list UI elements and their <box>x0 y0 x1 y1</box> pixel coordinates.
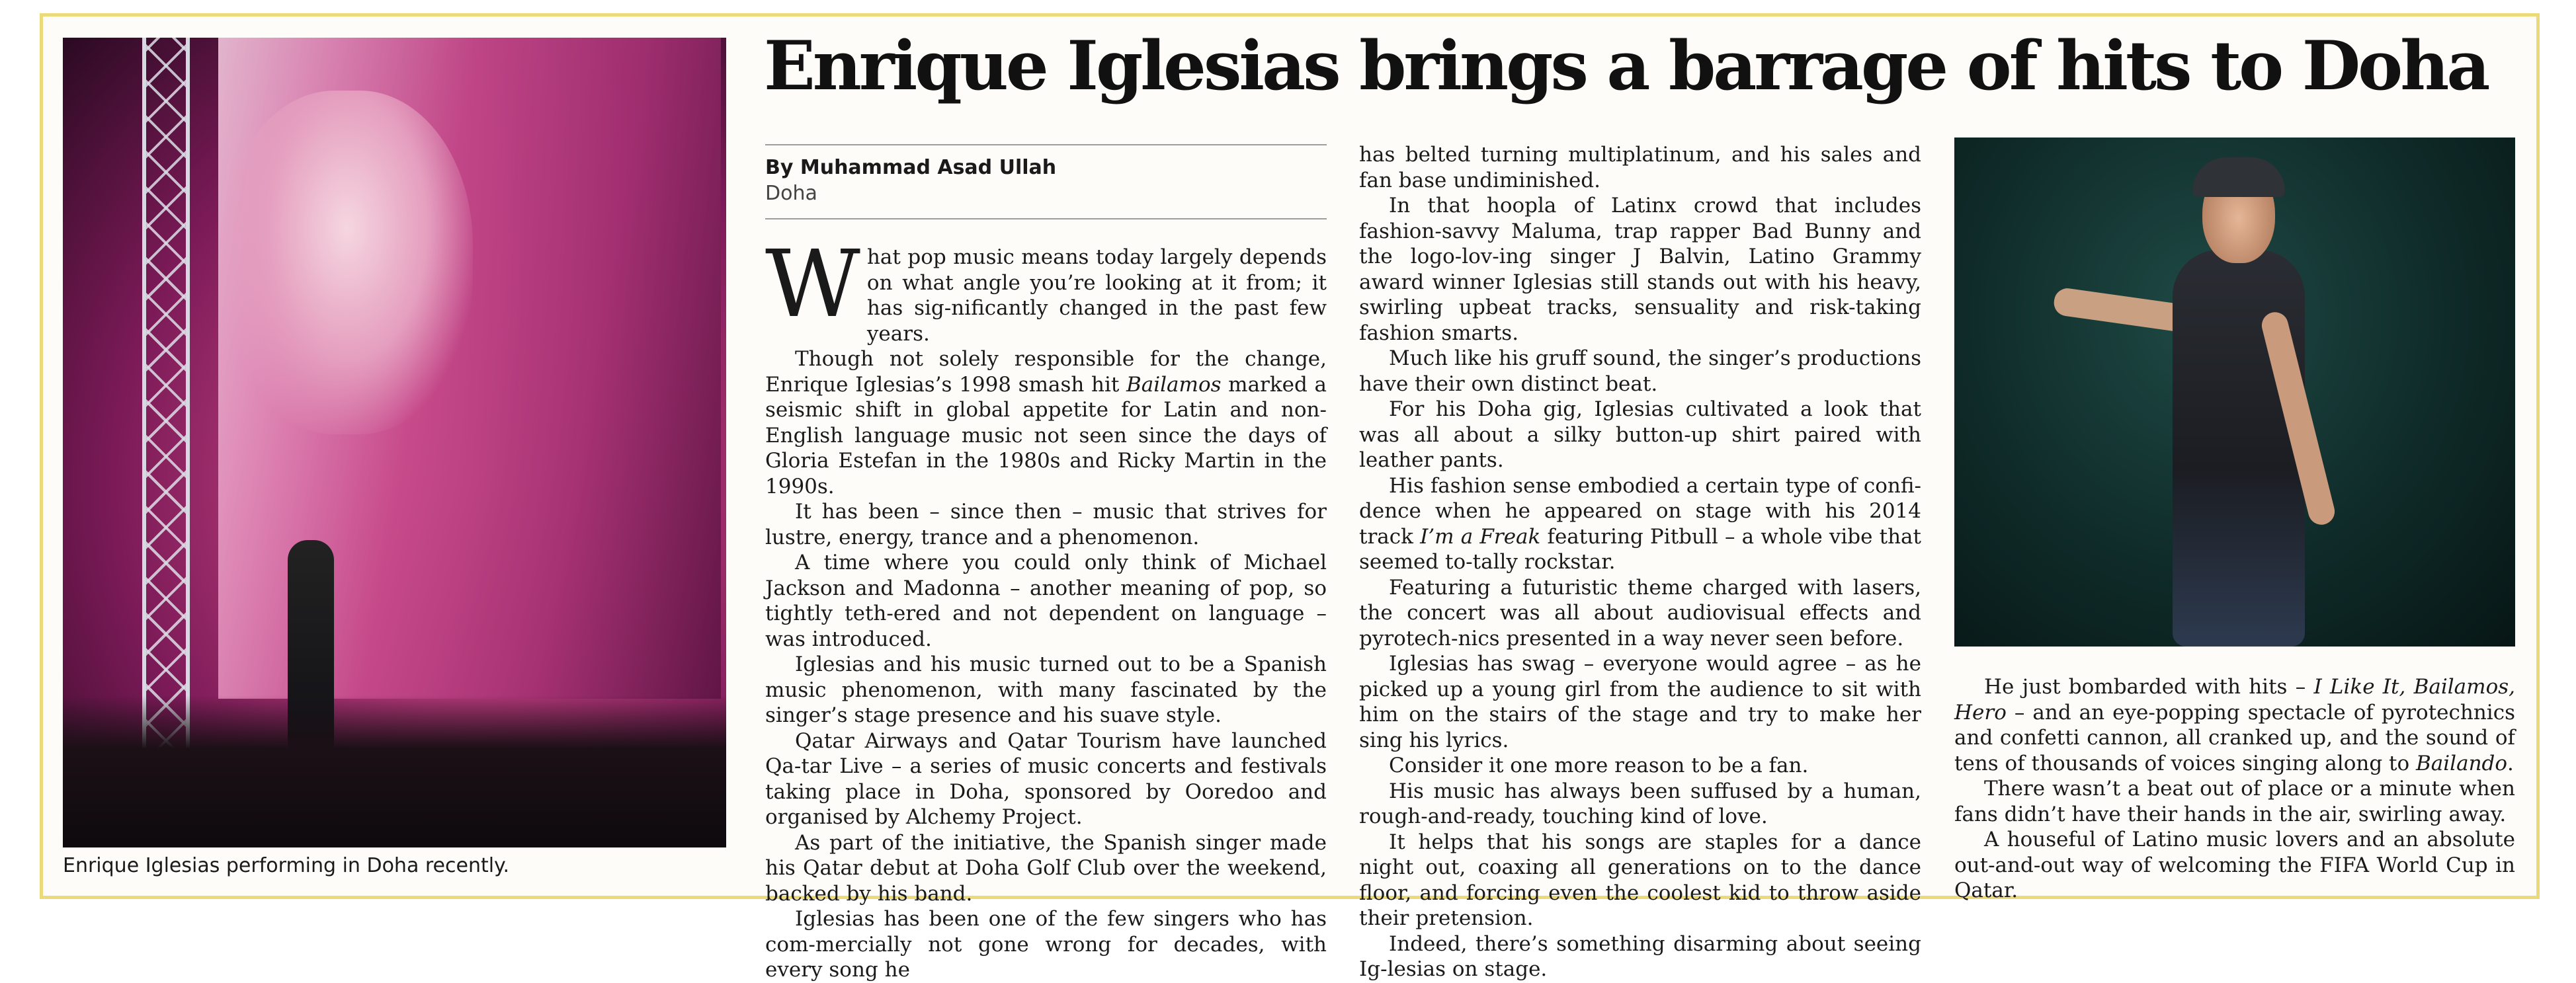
byline-place: Doha <box>765 182 817 205</box>
paragraph: Though not solely responsible for the change, Enrique Iglesias’s 1998 smash hit Bailamos marked a seismic shift in global appetite for Latin and non-English language music not seen since the days of Gloria Estefan in the 1980s and Ricky Martin in the 1990s. <box>765 347 1327 498</box>
paragraph: Iglesias has been one of the few singers who has com-mercially not gone wrong for decades, with every song he <box>765 907 1327 982</box>
screen-face <box>222 91 473 434</box>
paragraph: Iglesias has swag – everyone would agree – as he picked up a young girl from the audience to sit with him on the stairs of the stage and try to make her sing his lyrics. <box>1359 652 1921 752</box>
crowd <box>63 695 726 847</box>
paragraph: There wasn’t a beat out of place or a minute when fans didn’t have their hands in the air, swirling away. <box>1954 777 2515 826</box>
article-column-3 <box>1954 674 2515 904</box>
stage-truss <box>142 38 190 758</box>
paragraph: A houseful of Latino music lovers and an absolute out-and-out way of welcoming the FIFA World Cup in Qatar. <box>1954 828 2515 902</box>
concert-photo <box>63 38 726 847</box>
paragraph: What pop music means today largely depends on what angle you’re looking at it from; it has sig-nificantly changed in the past few years. <box>765 231 1327 346</box>
headline: Enrique Iglesias brings a barrage of hits to Doha <box>764 26 2488 106</box>
performer-photo <box>1954 138 2515 647</box>
paragraph: It helps that his songs are staples for a dance night out, coaxing all generations on to the dance floor, and forcing even the coolest kid to throw aside their pretension. <box>1359 830 1921 930</box>
paragraph: Consider it one more reason to be a fan. <box>1389 754 1809 777</box>
paragraph: Featuring a futuristic theme charged with lasers, the concert was all about audiovisual effects and pyrotech-nics presented in a way never seen before. <box>1359 575 1921 650</box>
paragraph: In that hoopla of Latinx crowd that includes fashion-savvy Maluma, trap rapper Bad Bunny and the logo-lov-ing singer J Balvin, Latino Grammy award winner Iglesias still stands out with his heavy, swirling upbeat tracks, sensuality and risk-taking fashion smarts. <box>1359 194 1921 345</box>
paragraph: As part of the initiative, the Spanish singer made his Qatar debut at Doha Golf Club over the weekend, backed by his band. <box>765 830 1327 906</box>
performer-cap <box>2192 157 2285 197</box>
paragraph: It has been – since then – music that strives for lustre, energy, trance and a phenomenon. <box>765 500 1327 549</box>
article-column-2 <box>1359 142 1921 982</box>
byline <box>765 144 1327 219</box>
paragraph: His fashion sense embodied a certain type of confi-dence when he appeared on stage with his 2014 track I’m a Freak featuring Pitbull – a whole vibe that seemed to-tally rockstar. <box>1359 473 1921 574</box>
paragraph: has belted turning multiplatinum, and his sales and fan base undiminished. <box>1359 143 1921 192</box>
paragraph: Much like his gruff sound, the singer’s productions have their own distinct beat. <box>1359 346 1921 396</box>
paragraph: For his Doha gig, Iglesias cultivated a look that was all about a silky button-up shirt paired with leather pants. <box>1359 397 1921 472</box>
paragraph: He just bombarded with hits – I Like It, Bailamos, Hero – and an eye-popping spectacle of pyrotechnics and confetti cannon, all cranked up, and the sound of tens of thousands of voices singing along to Bailando. <box>1954 675 2515 775</box>
paragraph: Indeed, there’s something disarming about seeing Ig-lesias on stage. <box>1359 931 1921 981</box>
byline-author: By Muhammad Asad Ullah <box>765 156 1057 179</box>
photo-caption: Enrique Iglesias performing in Doha recently. <box>63 854 510 877</box>
paragraph: A time where you could only think of Michael Jackson and Madonna – another meaning of pop, so tightly teth-ered and not dependent on language – was introduced. <box>765 551 1327 651</box>
paragraph: Iglesias and his music turned out to be a Spanish music phenomenon, with many fascinated by the singer’s stage presence and his suave style. <box>765 652 1327 727</box>
article-column-1 <box>765 231 1327 983</box>
paragraph: His music has always been suffused by a human, rough-and-ready, touching kind of love. <box>1359 779 1921 828</box>
performer-body <box>2173 250 2305 647</box>
drop-cap: W <box>765 231 860 338</box>
paragraph: Qatar Airways and Qatar Tourism have launched Qa-tar Live – a series of music concerts and festivals taking place in Doha, sponsored by Ooredoo and organised by Alchemy Project. <box>765 728 1327 829</box>
